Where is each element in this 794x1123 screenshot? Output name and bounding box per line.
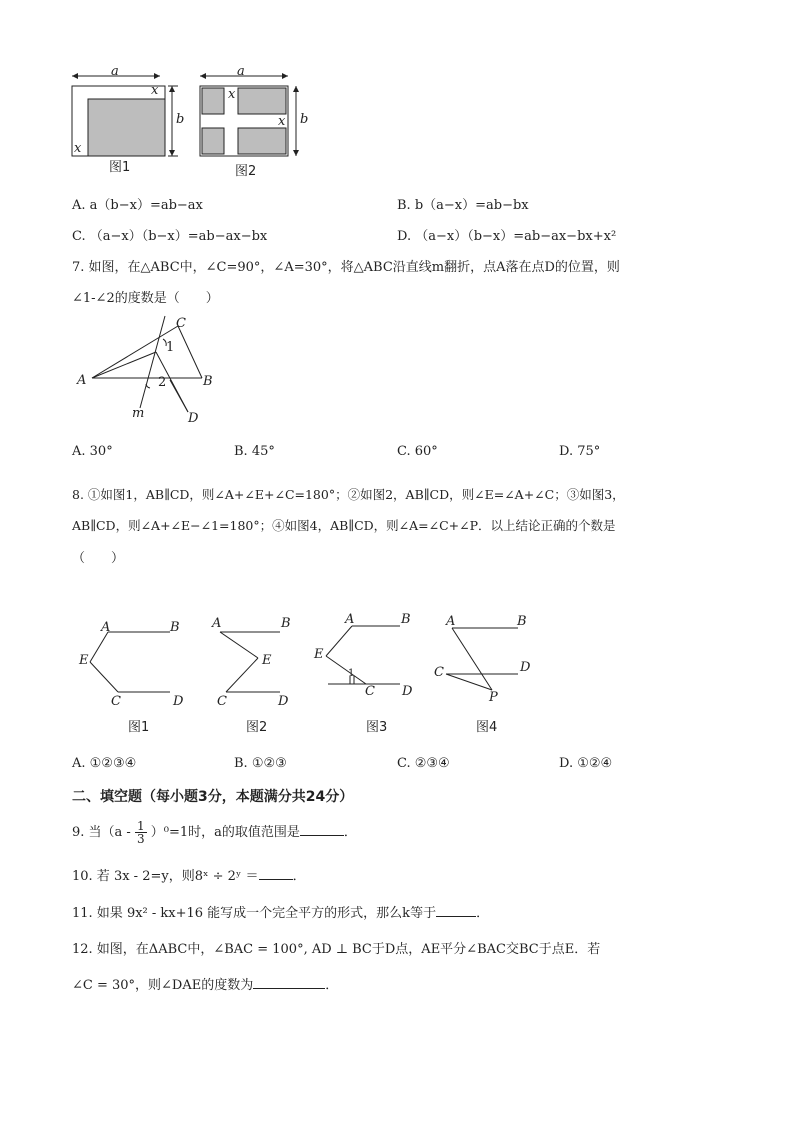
- q8-fig3-c: C: [365, 684, 375, 699]
- section-2-heading: 二、填空题（每小题3分，本题满分共24分）: [72, 789, 354, 805]
- q8-fig2-a: A: [212, 616, 222, 631]
- q8-fig1-d: D: [173, 694, 184, 709]
- q9-post: ）⁰=1时，a的取值范围是: [150, 825, 300, 840]
- q7-option-b[interactable]: B. 45°: [234, 444, 275, 459]
- q12-line-1: 12. 如图，在ΔABC中，∠BAC = 100°, AD ⊥ BC于D点，AE平分∠BAC交BC于点E．若: [72, 942, 601, 957]
- q8-fig2-e: E: [262, 653, 272, 668]
- q6-option-a[interactable]: A. a（b−x）=ab−ax: [72, 198, 203, 213]
- q9-end: ．: [343, 825, 357, 840]
- q8-fig3-a: A: [345, 612, 355, 627]
- area-figures: [60, 62, 330, 177]
- q8-line-1: 8. ①如图1，AB∥CD，则∠A+∠E+∠C=180°；②如图2，AB∥CD，则∠E=∠A+∠C；③如图3，: [72, 487, 625, 502]
- fig1-x-left-label: x: [74, 141, 82, 156]
- fig1-b-label: b: [176, 112, 185, 127]
- q9-fraction-num: 1: [136, 819, 145, 833]
- q8-fig4-d: D: [520, 660, 531, 675]
- q12-line-2: [72, 974, 338, 993]
- q10-answer-blank[interactable]: [259, 865, 293, 880]
- q9-fraction: [135, 820, 147, 845]
- fig2-x-right-label: x: [278, 114, 286, 129]
- q7-line-1: 7. 如图，在△ABC中，∠C=90°，∠A=30°，将△ABC沿直线m翻折，点A落在点D的位置，则: [72, 260, 620, 275]
- fig2-a-label: a: [237, 64, 245, 79]
- q7-figure: [70, 312, 230, 430]
- fig2-b-label: b: [300, 112, 309, 127]
- q12-end: ．: [325, 978, 339, 993]
- fig2-x-mid-label: x: [228, 87, 236, 102]
- q8-fig2-c: C: [217, 694, 227, 709]
- fig2-caption: 图2: [235, 164, 257, 179]
- q11-answer-blank[interactable]: [436, 902, 476, 917]
- q8-fig4-p: P: [489, 690, 498, 705]
- q10: [72, 865, 306, 884]
- q8-fig2-b: B: [281, 616, 291, 631]
- fig1-x-top-label: x: [151, 83, 159, 98]
- q8-option-d[interactable]: D. ①②④: [559, 756, 613, 771]
- q8-fig4-a: A: [446, 614, 456, 629]
- q7-point-b: B: [203, 374, 213, 389]
- q8-fig1-caption: 图1: [128, 720, 150, 735]
- q8-fig3-caption: 图3: [366, 720, 388, 735]
- q7-point-d: D: [188, 411, 199, 426]
- q6-option-b[interactable]: B. b（a−x）=ab−bx: [397, 198, 529, 213]
- q7-point-c: C: [176, 316, 186, 331]
- q9: [72, 818, 357, 848]
- q11-text: 11. 如果 9x² - kx+16 能写成一个完全平方的形式，那么k等于: [72, 906, 437, 921]
- q8-line-2: AB∥CD，则∠A+∠E−∠1=180°；④如图4，AB∥CD，则∠A=∠C+∠P．以上结论正确的个数是: [72, 518, 616, 533]
- q8-fig1-b: B: [170, 620, 180, 635]
- q7-point-a: A: [77, 373, 87, 388]
- q9-answer-blank[interactable]: [300, 821, 344, 836]
- fig1-caption: 图1: [109, 160, 131, 175]
- q8-fig3-angle-1: 1: [348, 668, 355, 679]
- q8-fig4-c: C: [434, 665, 444, 680]
- q7-line-2: ∠1-∠2的度数是（ ）: [72, 291, 219, 306]
- q8-fig2-d: D: [278, 694, 289, 709]
- q10-text: 10. 若 3x - 2=y，则8ˣ ÷ 2ʸ ＝: [72, 869, 259, 884]
- q7-angle-1: 1: [166, 340, 175, 355]
- q11: [72, 902, 489, 921]
- q9-fraction-den: 3: [136, 832, 145, 846]
- q10-end: ．: [292, 869, 306, 884]
- q8-fig1-a: A: [101, 620, 111, 635]
- q8-fig3-e: E: [314, 647, 324, 662]
- q8-figures: [70, 612, 550, 712]
- q6-option-c[interactable]: C. （a−x）（b−x）=ab−ax−bx: [72, 229, 268, 244]
- q8-fig1-e: E: [79, 653, 89, 668]
- fig1-a-label: a: [111, 64, 119, 79]
- q12-answer-blank[interactable]: [253, 974, 325, 989]
- q8-option-b[interactable]: B. ①②③: [234, 756, 287, 771]
- q11-end: ．: [476, 906, 490, 921]
- q7-option-c[interactable]: C. 60°: [397, 444, 438, 459]
- q7-angle-2: 2: [158, 375, 167, 390]
- figure-1: [72, 73, 178, 156]
- q8-option-c[interactable]: C. ②③④: [397, 756, 450, 771]
- q9-pre: 9. 当（a -: [72, 825, 131, 840]
- q8-fig3-b: B: [401, 612, 411, 627]
- q12-text: ∠C = 30°，则∠DAE的度数为: [72, 978, 254, 993]
- q8-fig4-caption: 图4: [476, 720, 498, 735]
- q7-line-m: m: [132, 406, 145, 421]
- q8-fig2-caption: 图2: [246, 720, 268, 735]
- q8-fig4-b: B: [517, 614, 527, 629]
- q6-option-d[interactable]: D. （a−x）（b−x）=ab−ax−bx+x²: [397, 229, 617, 244]
- q7-option-a[interactable]: A. 30°: [72, 444, 113, 459]
- q8-line-3: （ ）: [72, 551, 125, 566]
- q8-option-a[interactable]: A. ①②③④: [72, 756, 137, 771]
- q8-fig1-c: C: [111, 694, 121, 709]
- q7-option-d[interactable]: D. 75°: [559, 444, 601, 459]
- q8-fig3-d: D: [402, 684, 413, 699]
